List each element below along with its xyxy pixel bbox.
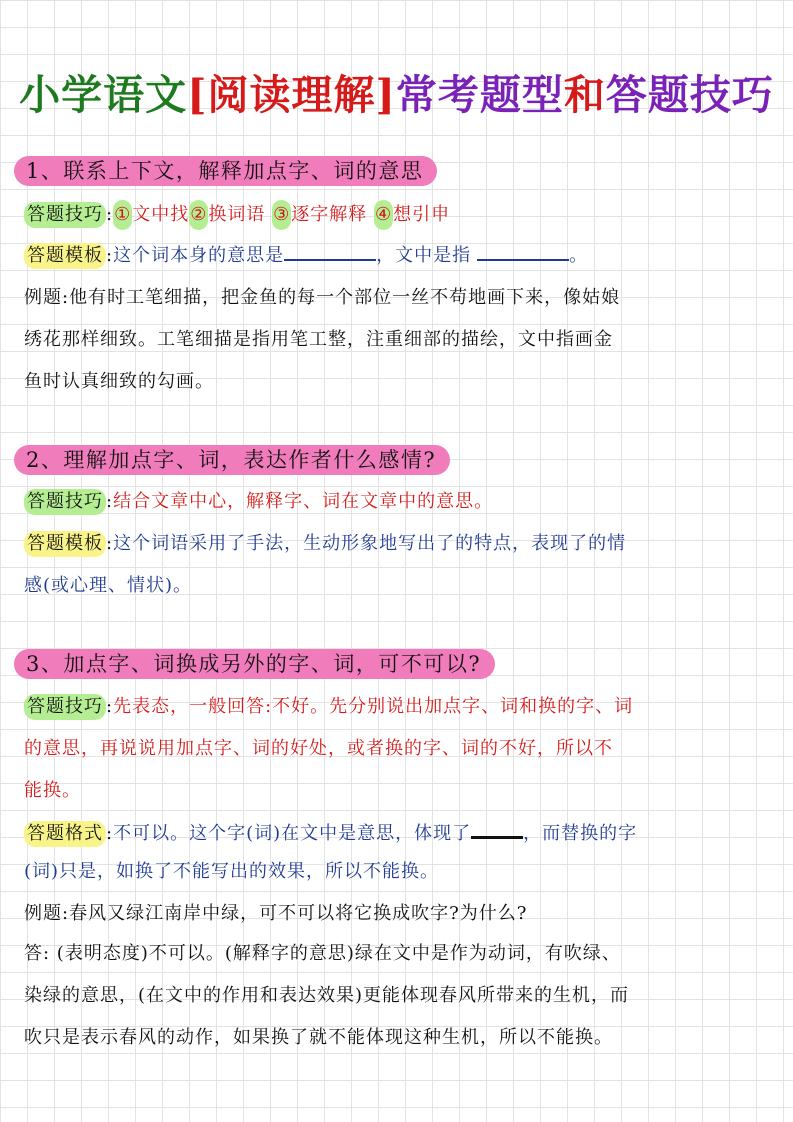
- answer-blank: [284, 241, 376, 261]
- section-2-heading: 2、理解加点字、词，表达作者什么感情?: [14, 445, 450, 475]
- section-3-tips-label: 答题技巧: [24, 694, 106, 720]
- answer-blank: [477, 241, 569, 261]
- title-part-5: 答题技巧: [605, 71, 774, 119]
- section-1-heading: 1、联系上下文，解释加点字、词的意思: [14, 156, 437, 186]
- section-3-answer-label: 答: [24, 943, 43, 964]
- section-2-tips-text: 结合文章中心，解释字、词在文章中的意思。: [113, 491, 494, 512]
- section-3-answer: 答: (表明态度)不可以。(解释字的意思)绿在文中是作为动词，有吹绿、: [24, 939, 621, 969]
- section-3-format-label: 答题格式: [24, 821, 106, 847]
- tip-num-1: ①: [113, 200, 132, 230]
- tips-line: 能换。: [24, 780, 81, 801]
- tip-text-1: 文中找: [132, 204, 190, 225]
- section-1-template-label: 答题模板: [24, 243, 106, 269]
- answer-line: 染绿的意思，(在文中的作用和表达效果)更能体现春风所带来的生机，而: [24, 985, 630, 1006]
- section-3-format: 答题格式 :不可以。这个字(词)在文中是意思，体现了 ，而替换的字: [24, 818, 637, 849]
- template-line: 感(或心理、情状)。: [24, 575, 193, 596]
- title-part-3: 常考题型: [395, 71, 564, 119]
- section-1-template-c: 。: [569, 245, 589, 266]
- example-line: 绣花那样细致。工笔细描是指用笔工整，注重细部的描绘，文中指画金: [24, 329, 613, 350]
- section-3-tips: 答题技巧 :先表态，一般回答:不好。先分别说出加点字、词和换的字、词: [24, 692, 633, 722]
- section-3-example-text: 春风又绿江南岸中绿，可不可以将它换成吹字?为什么?: [69, 903, 528, 924]
- section-1-tips: 答题技巧 :①文中找②换词语 ③逐字解释 ④想引申: [24, 200, 450, 230]
- template-line: 这个词语采用了手法，生动形象地写出了的特点，表现了的情: [113, 533, 627, 554]
- section-1-example: 例题:他有时工笔细描，把金鱼的每一个部位一丝不苟地画下来，像姑娘: [24, 283, 620, 313]
- tip-text-4: 想引申: [393, 204, 451, 225]
- tip-num-3: ③: [272, 200, 291, 230]
- section-3-format-a: 不可以。这个字(词)在文中是意思，体现了: [113, 823, 472, 844]
- answer-line: (表明态度)不可以。(解释字的意思)绿在文中是作为动词，有吹绿、: [56, 943, 621, 964]
- section-2-tips-label: 答题技巧: [24, 489, 106, 515]
- tip-text-2: 换词语: [208, 204, 266, 225]
- section-1-template: 答题模板 :这个词本身的意思是 ，文中是指 。: [24, 241, 588, 271]
- tip-num-2: ②: [189, 200, 208, 230]
- section-2-template-label: 答题模板: [24, 531, 106, 557]
- section-3-example: 例题:春风又绿江南岸中绿，可不可以将它换成吹字?为什么?: [24, 899, 527, 929]
- section-3-heading: 3、加点字、词换成另外的字、词，可不可以?: [14, 649, 495, 679]
- section-1-template-a: 这个词本身的意思是: [113, 245, 285, 266]
- section-2-tips: 答题技巧 :结合文章中心，解释字、词在文章中的意思。: [24, 487, 493, 517]
- title-part-1: 小学语文: [19, 71, 188, 119]
- tip-text-3: 逐字解释: [291, 204, 368, 225]
- page-title: [0, 62, 793, 121]
- section-1-example-label: 例题: [24, 287, 62, 308]
- section-3-example-label: 例题: [24, 903, 62, 924]
- section-1-template-b: ，文中是指: [376, 245, 472, 266]
- format-line: (词)只是，如换了不能写出的效果，所以不能换。: [24, 861, 440, 882]
- title-part-2: [阅读理解]: [187, 71, 396, 119]
- answer-line: 吹只是表示春风的动作，如果换了就不能体现这种生机，所以不能换。: [24, 1027, 613, 1048]
- tips-line: 的意思，再说说用加点字、词的好处，或者换的字、词的不好，所以不: [24, 738, 613, 759]
- tip-num-4: ④: [374, 200, 393, 230]
- tips-line: 先表态，一般回答:不好。先分别说出加点字、词和换的字、词: [113, 696, 634, 717]
- section-1-tips-label: 答题技巧: [24, 202, 106, 228]
- example-line: 他有时工笔细描，把金鱼的每一个部位一丝不苟地画下来，像姑娘: [69, 287, 621, 308]
- answer-blank: [471, 818, 523, 839]
- section-3-format-b: ，而替换的字: [523, 823, 638, 844]
- section-2-template: 答题模板 :这个词语采用了手法，生动形象地写出了的特点，表现了的情: [24, 529, 626, 559]
- title-part-4: 和: [563, 71, 606, 119]
- example-line: 鱼时认真细致的勾画。: [24, 371, 214, 392]
